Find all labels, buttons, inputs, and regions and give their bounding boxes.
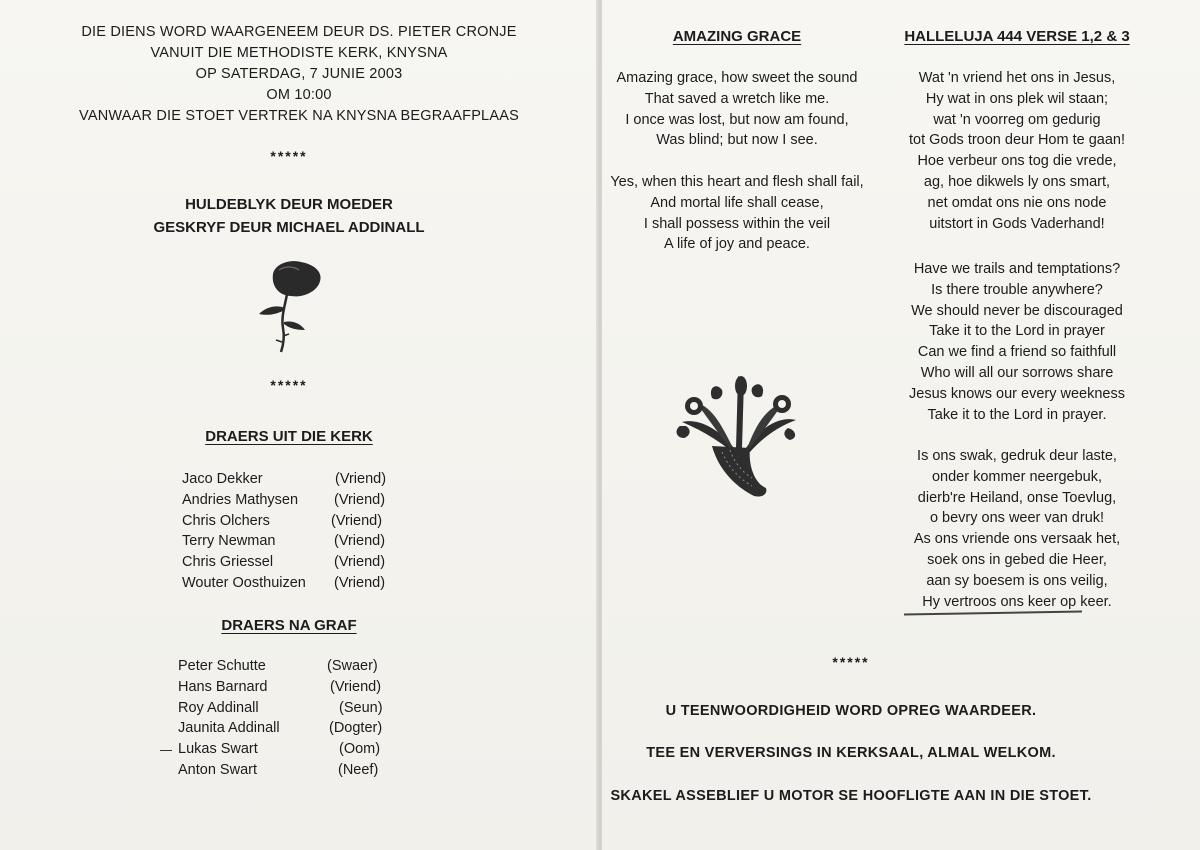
- rose-icon: [245, 256, 335, 356]
- amazing-grace-stanza-2: Yes, when this heart and flesh shall fail, And mortal life shall cease, I shall possess within the veil A life of joy and peace.: [610, 174, 864, 253]
- church-bearers-list: [182, 469, 422, 594]
- separator-stars: *****: [832, 654, 870, 670]
- halleluja-stanza-2: Have we trails and temptations? Is there trouble anywhere? We should never be discouraged Take it to the Lord in prayer Can we find a friend so faithfull Who will all our sorrows share Jesus knows our every weekness Take it to the Lord in prayer.: [909, 261, 1125, 423]
- grave-bearers-title: DRAERS NA GRAF: [221, 617, 357, 634]
- attendance-notice: U TEENWOORDIGHEID WORD OPREG WAARDEER.: [665, 703, 1037, 719]
- right-page: [602, 0, 1200, 850]
- list-item: Chris Olchers (Vriend): [182, 512, 383, 529]
- list-item: Peter Schutte (Swaer): [178, 658, 378, 674]
- pen-mark: [160, 750, 172, 751]
- list-item: Hans Barnard (Vriend): [178, 678, 382, 695]
- tribute-line: HULDEBLYK DEUR MOEDER: [185, 196, 393, 213]
- amazing-grace-title: AMAZING GRACE: [672, 28, 802, 45]
- list-item: Anton Swart (Neef): [178, 761, 379, 778]
- halleluja-stanza-1: Wat 'n vriend het ons in Jesus, Hy wat in ons plek wil staan; wat 'n voorreg om gedurig tot Gods troon deur Hom te gaan! Hoe verbeur ons tog die vrede, ag, hoe dikwels ly ons smart, net omdat ons nie ons node uitstort in Gods Vaderhand!: [908, 70, 1125, 232]
- list-item: Jaco Dekker (Vriend): [182, 471, 387, 487]
- time-line: OM 10:00: [266, 87, 332, 103]
- author-line: GESKRYF DEUR MICHAEL ADDINALL: [153, 219, 425, 236]
- list-item: Terry Newman (Vriend): [182, 533, 386, 550]
- refreshments-notice: TEE EN VERVERSINGS IN KERKSAAL, ALMAL WELKOM.: [646, 745, 1056, 761]
- separator-stars: *****: [270, 148, 308, 164]
- church-bearers-title: DRAERS UIT DIE KERK: [205, 428, 373, 445]
- halleluja-title: HALLELUJA 444 VERSE 1,2 & 3: [904, 28, 1130, 45]
- flower-vase-icon: [672, 368, 802, 503]
- list-item: Jaunita Addinall (Dogter): [178, 720, 383, 737]
- tribute-heading: [60, 193, 518, 239]
- left-page: [0, 0, 598, 850]
- list-item: Andries Mathysen (Vriend): [182, 491, 386, 508]
- service-line: DIE DIENS WORD WAARGENEEM DEUR DS. PIETER CRONJE: [81, 24, 517, 40]
- list-item: Wouter Oosthuizen (Vriend): [182, 574, 386, 591]
- service-details: [60, 22, 538, 127]
- grave-bearers-list: [178, 656, 418, 781]
- list-item: Roy Addinall (Seun): [178, 699, 383, 716]
- church-line: VANUIT DIE METHODISTE KERK, KNYSNA: [150, 45, 448, 61]
- separator-stars: *****: [270, 377, 308, 393]
- amazing-grace-stanza-1: Amazing grace, how sweet the sound That saved a wretch like me. I once was lost, but now am found, Was blind; but now I see.: [616, 70, 858, 149]
- date-line: OP SATERDAG, 7 JUNIE 2003: [195, 66, 403, 82]
- headlights-notice: SKAKEL ASSEBLIEF U MOTOR SE HOOFLIGTE AAN IN DIE STOET.: [610, 788, 1092, 804]
- list-item: Chris Griessel (Vriend): [182, 554, 386, 571]
- halleluja-stanza-3: Is ons swak, gedruk deur laste, onder kommer neergebuk, dierb're Heiland, onse Toevlug, o bevry ons weer van druk! As ons vriende ons versaak het, soek ons in gebed die Heer, aan sy boesem is ons veilig, Hy vertroos ons keer op keer.: [913, 448, 1121, 610]
- list-item: Lukas Swart (Oom): [178, 741, 381, 758]
- procession-line: VANWAAR DIE STOET VERTREK NA KNYSNA BEGRAAFPLAAS: [79, 108, 519, 124]
